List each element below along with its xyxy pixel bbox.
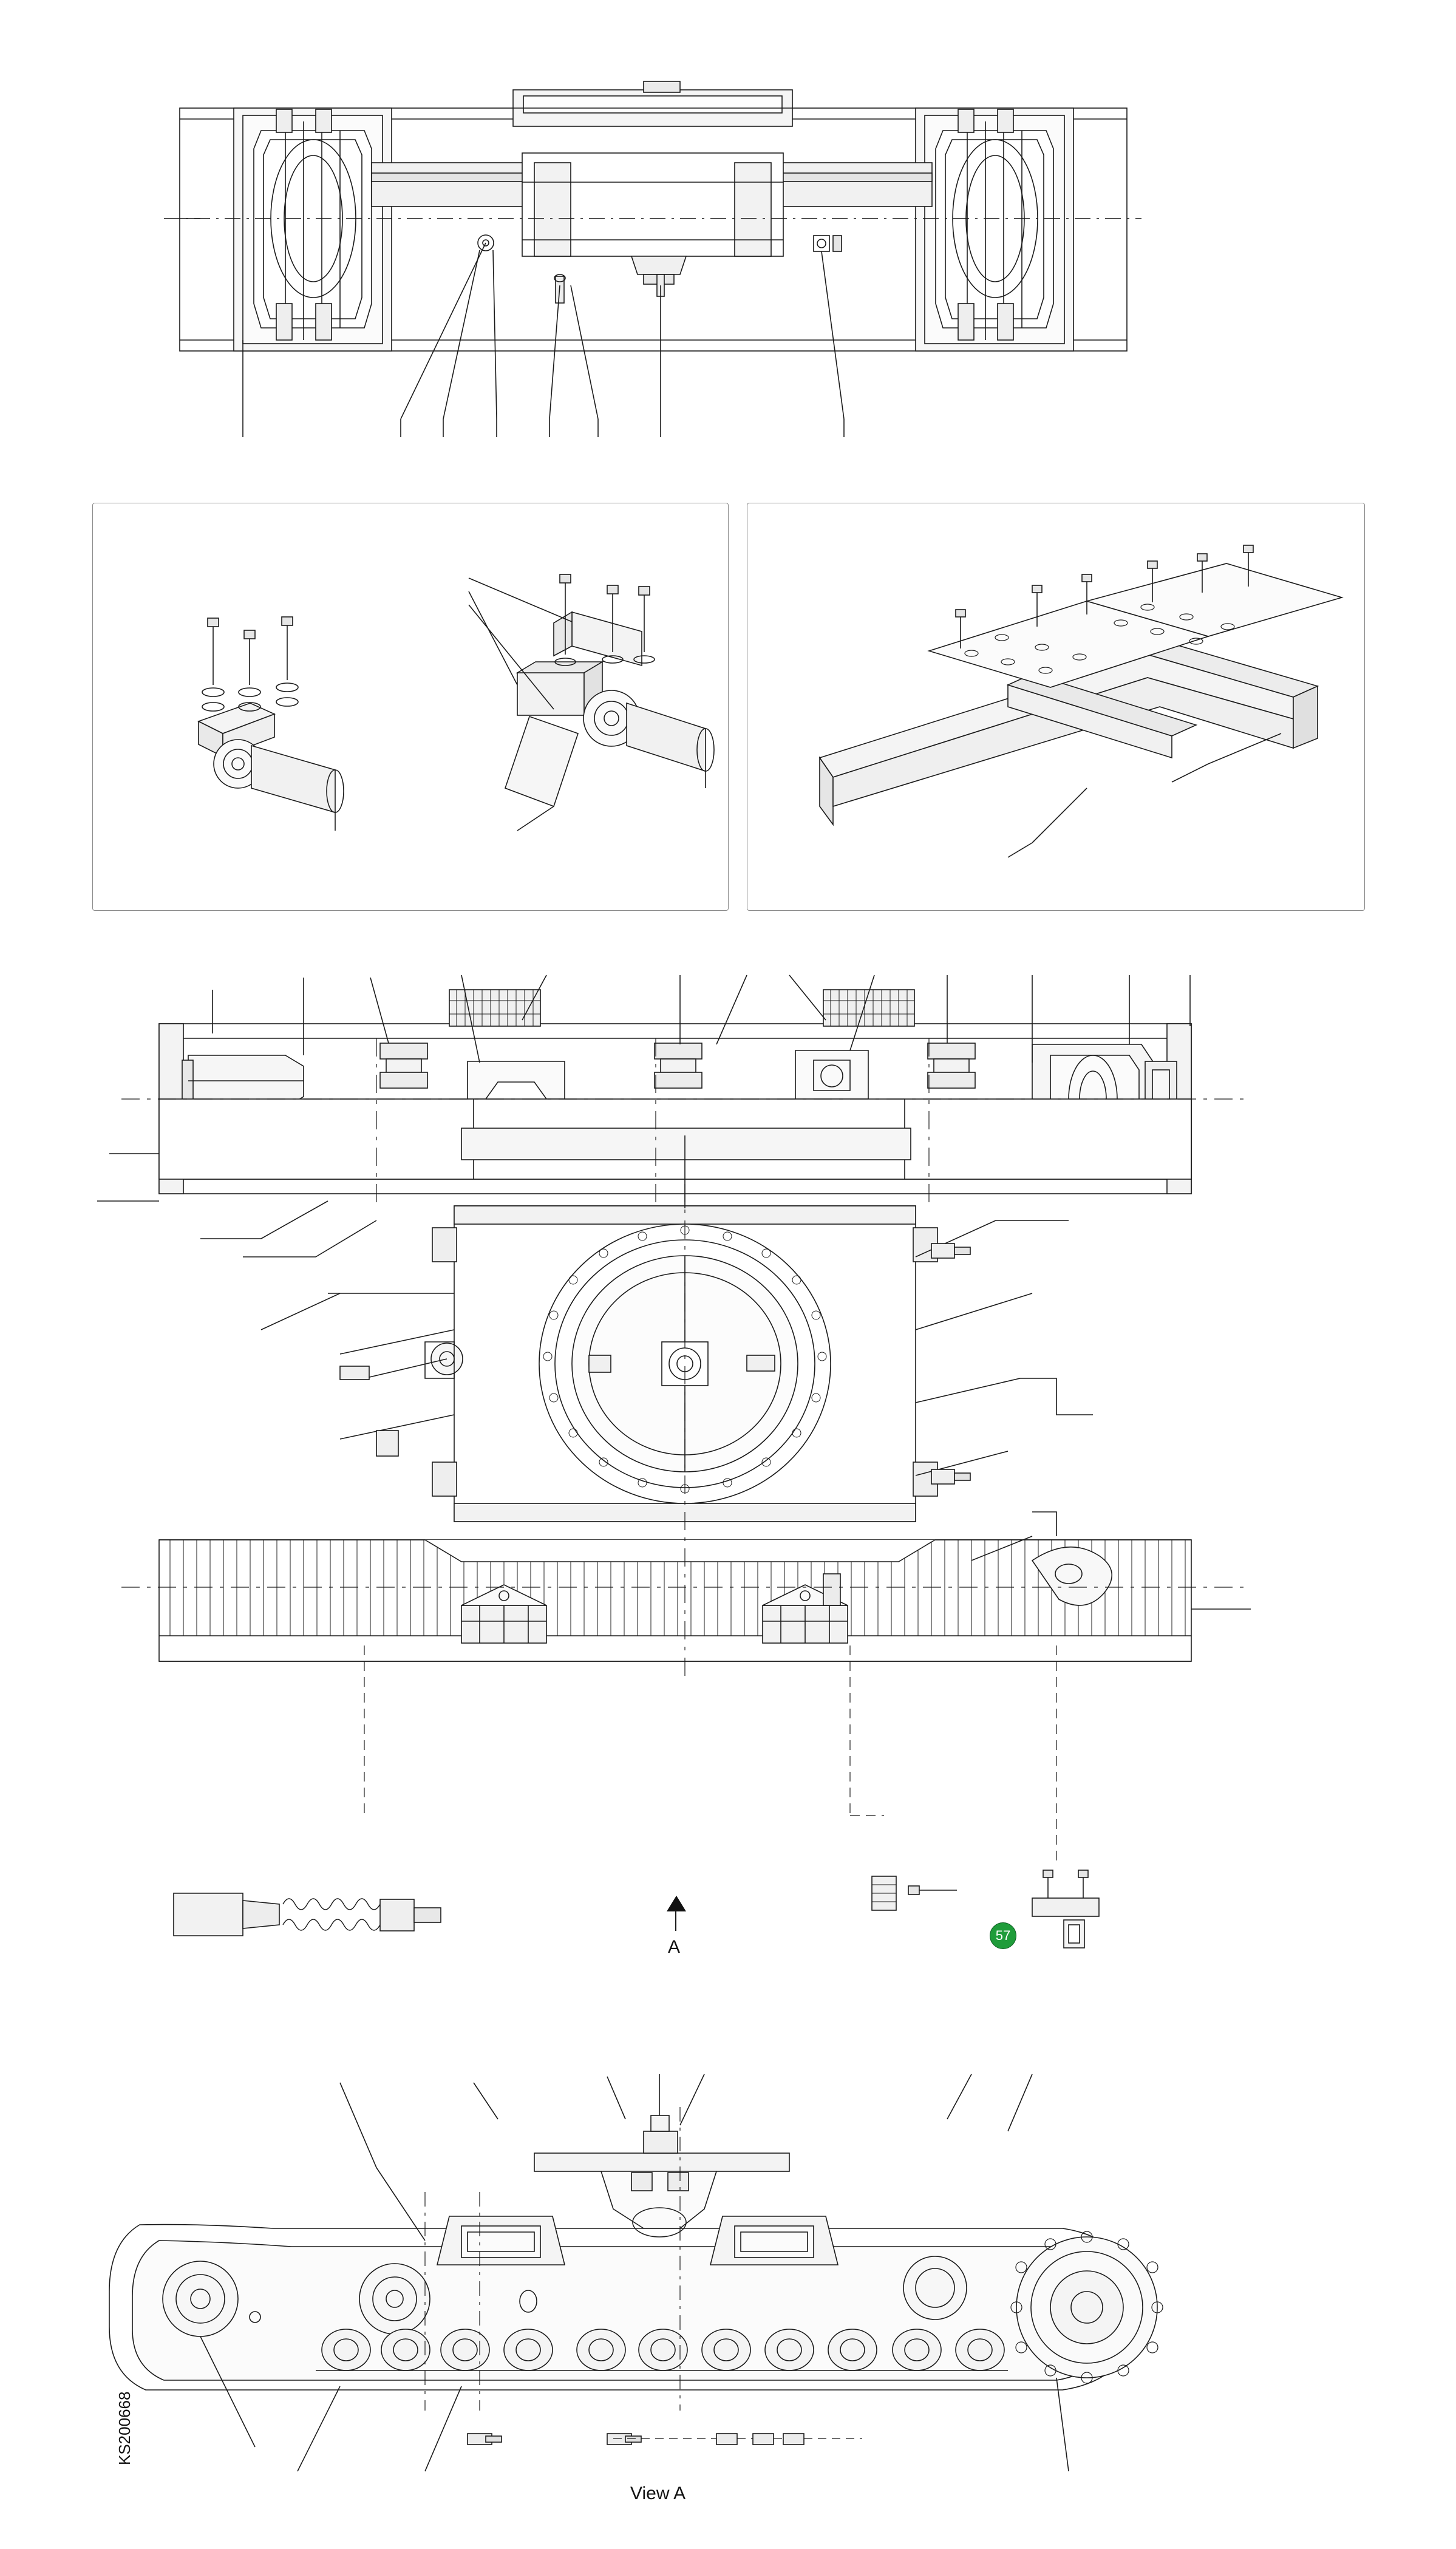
view-a-caption: View A [630,2483,686,2503]
sheet-code: KS200668 [115,2391,134,2465]
track-side-view-drawing [0,2046,1456,2532]
main-plan-view-drawing [0,953,1456,2046]
detail-panel-left-drawing [92,503,729,911]
detail-panel-right-drawing [747,503,1365,911]
section-arrow-icon [667,1896,686,1911]
callout-balloon-57[interactable]: 57 [990,1922,1016,1949]
top-assembly-drawing [0,0,1456,461]
section-arrow-stem [675,1910,676,1931]
section-arrow-label: A [668,1937,681,1957]
